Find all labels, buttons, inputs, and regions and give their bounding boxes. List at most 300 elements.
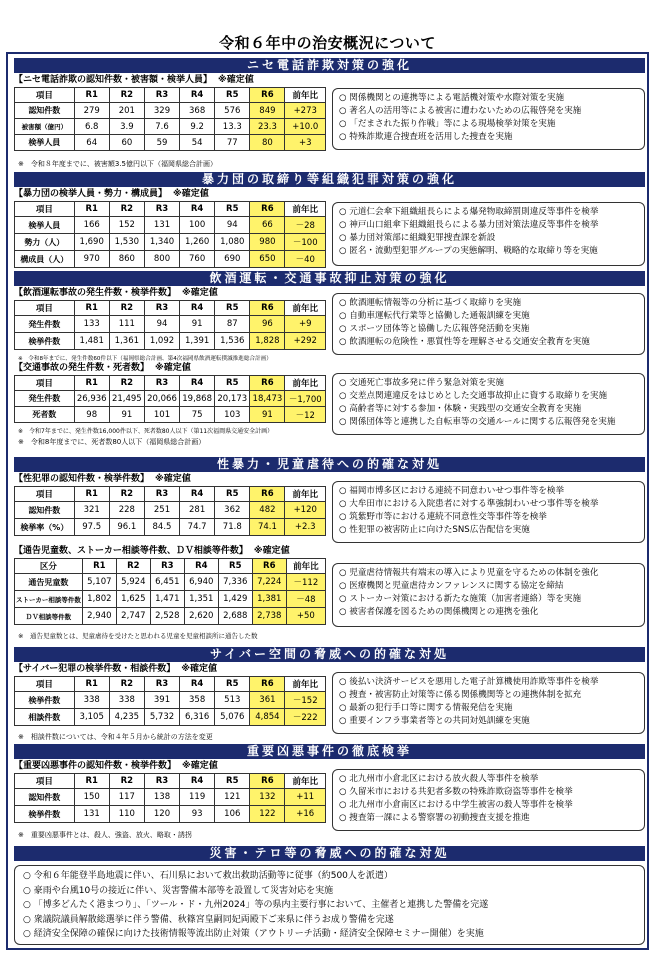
block-child-abuse	[14, 545, 645, 645]
table-cell: 251	[144, 502, 179, 519]
table-cell: 101	[144, 407, 179, 423]
column-header: 前年比	[285, 376, 326, 391]
table-header-row	[15, 202, 326, 217]
table-cell: 97.5	[74, 519, 109, 536]
action-item: ○ 関係団体等と連携した自転車等の交通ルールに関する広報啓発を実施	[339, 416, 638, 429]
section-heading-traffic: 飲酒運転・交通事故抑止対策の強化	[14, 271, 645, 286]
section-heading-serious-crime: 重要凶悪事件の徹底検挙	[14, 744, 645, 759]
table-cell: 121	[215, 789, 250, 806]
column-header: R5	[215, 677, 250, 692]
table-cell: 6,451	[150, 574, 184, 591]
page-title: 令和６年中の治安概況について	[219, 34, 436, 52]
action-item: ○ 捜査・被害防止対策等に係る関係機関等との連携体制を拡充	[339, 689, 638, 702]
table-cell: 66	[250, 217, 285, 234]
table-cell: +120	[285, 502, 326, 519]
table-cell: +2.3	[285, 519, 326, 536]
table-cell: 91	[180, 316, 215, 333]
action-item: ○ 後払い決済サービスを悪用した電子計算機使用詐欺等事件を検挙	[339, 676, 638, 689]
action-item: ○ 高齢者等に対する参加・体験・実践型の交通安全教育を実施	[339, 403, 638, 416]
table-cell: +50	[286, 608, 325, 625]
table-cell: －112	[286, 574, 325, 591]
action-list	[332, 88, 645, 150]
column-header: R4	[180, 774, 215, 789]
column-header: 項目	[15, 202, 75, 217]
stats-table	[14, 87, 326, 151]
table-cell: 54	[180, 135, 215, 151]
table-header-row	[15, 487, 326, 502]
column-header: R5	[215, 774, 250, 789]
table-cell: 391	[144, 692, 179, 709]
table-note: ※ 通告児童数とは、児童虐待を受けたと思われる児童を児童相談所に通告した数	[18, 632, 258, 640]
table-cell: 201	[109, 103, 144, 119]
table-cell: 281	[180, 502, 215, 519]
table-header-row	[15, 376, 326, 391]
table-cell: －12	[285, 407, 326, 423]
stats-table	[14, 773, 326, 823]
column-header: R4	[180, 202, 215, 217]
section-heading-disaster: 災害・テロ等の脅威への的確な対処	[14, 846, 645, 861]
table-cell: 2,688	[218, 608, 252, 625]
action-item: ○ 元道仁会傘下組織組長らによる爆発物取締罰則違反等事件を検挙	[339, 206, 638, 219]
stats-table	[14, 375, 326, 423]
column-header: R6	[252, 559, 286, 574]
table-cell: 64	[74, 135, 109, 151]
table-row	[15, 709, 326, 726]
table-subtitle: 【暴力団の検挙人員・勢力・構成員】 ※確定値	[14, 189, 209, 199]
column-header: R5	[215, 88, 250, 103]
table-cell: 860	[109, 251, 144, 268]
action-item: ○ 自動車運転代行業等と協働した通報訓練を実施	[339, 310, 638, 323]
table-subtitle: 【飲酒運転事故の発生件数・検挙件数】 ※確定値	[14, 288, 218, 298]
table-row	[15, 502, 326, 519]
action-item: ○ 筑紫野市等における連続不同意性交等事件等を検挙	[339, 511, 638, 524]
row-label: ストーカー相談等件数	[15, 591, 83, 608]
table-subtitle: 【通告児童数、ストーカー相談等件数、ＤＶ相談等件数】 ※確定値	[14, 546, 290, 556]
row-label: 通告児童数	[15, 574, 83, 591]
column-header: R3	[144, 376, 179, 391]
table-header-row	[15, 774, 326, 789]
column-header: 項目	[15, 774, 75, 789]
column-header: 前年比	[286, 559, 325, 574]
table-cell: 96.1	[109, 519, 144, 536]
action-item: ○ 北九州市小倉南区における中学生被害の殺人等事件を検挙	[339, 799, 638, 812]
column-header: 項目	[15, 301, 75, 316]
block-sex-crime	[14, 473, 645, 543]
table-cell: 3.9	[109, 119, 144, 135]
action-item: ○ 北九州市小倉北区における放火殺人等事件を検挙	[339, 773, 638, 786]
table-cell: 368	[180, 103, 215, 119]
table-cell: 358	[180, 692, 215, 709]
table-cell: 91	[109, 407, 144, 423]
action-item: ○ 児童虐待情報共有端末の導入により児童を守るための体制を強化	[339, 567, 638, 580]
table-cell: 94	[215, 217, 250, 234]
action-item: ○ 暴力団対策部に組織犯罪捜査課を新設	[339, 232, 638, 245]
column-header: R2	[109, 487, 144, 502]
table-note: ※ 令和8年度までに、死者数80人以下（福岡県総合計画）	[18, 438, 206, 446]
stats-table	[14, 201, 326, 268]
stats-table	[14, 558, 326, 625]
table-row	[15, 574, 326, 591]
table-cell: 980	[250, 234, 285, 251]
column-header: R3	[144, 487, 179, 502]
column-header: R2	[109, 774, 144, 789]
action-item: ○ 大牟田市における入院患者に対する準強制わいせつ事件等を検挙	[339, 498, 638, 511]
column-header: R4	[180, 301, 215, 316]
column-header: 項目	[15, 88, 75, 103]
table-cell: 21,495	[109, 391, 144, 407]
action-list	[332, 769, 645, 831]
table-cell: 1,828	[250, 333, 285, 350]
column-header: 前年比	[285, 487, 326, 502]
table-cell: 513	[215, 692, 250, 709]
action-item: ○ 令和６年能登半島地震に伴い、石川県において救出救助活動等に従事（約500人を派遣）	[23, 869, 636, 884]
column-header: R4	[180, 88, 215, 103]
table-cell: 1,536	[215, 333, 250, 350]
table-cell: 1,381	[252, 591, 286, 608]
table-cell: 338	[74, 692, 109, 709]
table-cell: 122	[250, 806, 285, 823]
table-cell: 150	[74, 789, 109, 806]
column-header: R1	[74, 677, 109, 692]
row-label: 検挙件数	[15, 692, 75, 709]
table-cell: －40	[285, 251, 326, 268]
column-header: R6	[250, 487, 285, 502]
table-cell: 20,066	[144, 391, 179, 407]
table-cell: 279	[74, 103, 109, 119]
table-cell: 87	[215, 316, 250, 333]
action-item: ○ 飲酒運転の危険性・悪質性等を理解させる交通安全教育を実施	[339, 336, 638, 349]
table-row	[15, 119, 326, 135]
table-subtitle: 【重要凶悪事件の認知件数・検挙件数】 ※確定値	[14, 761, 218, 771]
action-item: ○ スポーツ団体等と協働した広報啓発活動を実施	[339, 323, 638, 336]
table-cell: 482	[250, 502, 285, 519]
table-cell: 13.3	[215, 119, 250, 135]
column-header: R3	[144, 301, 179, 316]
column-header: R6	[250, 774, 285, 789]
column-header: 前年比	[285, 202, 326, 217]
table-cell: 120	[144, 806, 179, 823]
table-cell: －48	[286, 591, 325, 608]
table-cell: 338	[109, 692, 144, 709]
table-note: ※ 重要凶悪事件とは、殺人、強盗、放火、略取・誘拐	[18, 831, 192, 839]
action-item: ○ 久留米市における共犯者多数の特殊詐欺窃盗等事件を検挙	[339, 786, 638, 799]
table-cell: 106	[215, 806, 250, 823]
action-list	[332, 563, 645, 627]
row-label: 死者数	[15, 407, 75, 423]
table-cell: 2,528	[150, 608, 184, 625]
column-header: R2	[109, 202, 144, 217]
column-header: R5	[215, 301, 250, 316]
table-row	[15, 692, 326, 709]
table-cell: 1,530	[109, 234, 144, 251]
table-cell: 131	[74, 806, 109, 823]
table-cell: 166	[74, 217, 109, 234]
table-cell: 80	[250, 135, 285, 151]
table-subtitle: 【性犯罪の認知件数・検挙件数】 ※確定値	[14, 474, 191, 484]
table-cell: 6.8	[74, 119, 109, 135]
table-cell: 1,092	[144, 333, 179, 350]
table-row	[15, 251, 326, 268]
column-header: R2	[109, 376, 144, 391]
table-cell: 1,361	[109, 333, 144, 350]
table-cell: 131	[144, 217, 179, 234]
table-cell: 100	[180, 217, 215, 234]
table-cell: 138	[144, 789, 179, 806]
table-row	[15, 234, 326, 251]
table-cell: 7,224	[252, 574, 286, 591]
action-item: ○ 神戸山口組傘下組織組長らによる暴力団対策法違反等事件を検挙	[339, 219, 638, 232]
table-cell: 60	[109, 135, 144, 151]
table-row	[15, 519, 326, 536]
section-heading-sexual-violence: 性暴力・児童虐待への的確な対処	[14, 457, 645, 472]
table-cell: 59	[144, 135, 179, 151]
table-row	[15, 789, 326, 806]
section-heading-organized-crime: 暴力団の取締り等組織犯罪対策の強化	[14, 172, 645, 187]
table-cell: +9	[285, 316, 326, 333]
action-item: ○ 福岡市博多区における連続不同意わいせつ事件等を検挙	[339, 485, 638, 498]
action-item: ○ 交差点関連違反をはじめとした交通事故抑止に資する取締りを実施	[339, 390, 638, 403]
action-item: ○ 交通死亡事故多発に伴う緊急対策を実施	[339, 377, 638, 390]
column-header: R6	[250, 202, 285, 217]
table-cell: 96	[250, 316, 285, 333]
table-cell: 228	[109, 502, 144, 519]
table-row	[15, 217, 326, 234]
column-header: 前年比	[285, 677, 326, 692]
column-header: 前年比	[285, 88, 326, 103]
table-cell: 117	[109, 789, 144, 806]
table-cell: 19,868	[180, 391, 215, 407]
table-cell: 75	[180, 407, 215, 423]
table-cell: 5,924	[116, 574, 150, 591]
table-cell: 361	[250, 692, 285, 709]
table-cell: 119	[180, 789, 215, 806]
table-cell: +273	[285, 103, 326, 119]
column-header: R3	[144, 202, 179, 217]
action-item: ○ 匿名・流動型犯罪グループの実態解明、戦略的な取締り等を実施	[339, 245, 638, 258]
table-cell: 6,940	[184, 574, 218, 591]
table-note: ※ 令和8年までに、発生件数60件以下（福岡県総合計画、第4次福岡県飲酒運転撲滅推進総合計画）	[18, 356, 272, 362]
action-list	[332, 202, 645, 266]
table-cell: 20,173	[215, 391, 250, 407]
table-cell: +16	[285, 806, 326, 823]
table-cell: 93	[180, 806, 215, 823]
table-cell: 1,690	[74, 234, 109, 251]
table-cell: 1,471	[150, 591, 184, 608]
table-cell: 329	[144, 103, 179, 119]
action-item: ○ 被害者保護を図るための関係機関との連携を強化	[339, 606, 638, 619]
table-cell: 91	[250, 407, 285, 423]
table-note: ※ 令和８年度までに、被害額3.5億円以下（福岡県総合計画）	[18, 160, 217, 168]
column-header: R5	[218, 559, 252, 574]
table-cell: 110	[109, 806, 144, 823]
column-header: R1	[82, 559, 116, 574]
table-cell: －1,700	[285, 391, 326, 407]
table-cell: 2,940	[82, 608, 116, 625]
table-header-row	[15, 88, 326, 103]
table-cell: +292	[285, 333, 326, 350]
action-item: ○ 最新の犯行手口等に関する情報発信を実施	[339, 702, 638, 715]
table-cell: +11	[285, 789, 326, 806]
stats-table	[14, 486, 326, 536]
table-cell: 970	[74, 251, 109, 268]
action-item: ○ ストーカー対策における新たな施策（加害者連絡）等を実施	[339, 593, 638, 606]
table-row	[15, 103, 326, 119]
table-cell: 74.7	[180, 519, 215, 536]
row-label: 検挙件数	[15, 333, 75, 350]
column-header: R3	[144, 677, 179, 692]
table-cell: －152	[285, 692, 326, 709]
column-header: 前年比	[285, 774, 326, 789]
table-row	[15, 316, 326, 333]
row-label: 相談件数	[15, 709, 75, 726]
stats-table	[14, 676, 326, 726]
table-row	[15, 806, 326, 823]
action-item: ○ 「だまされた振り作戦」等による現場検挙対策を実施	[339, 118, 638, 131]
action-list	[332, 481, 645, 543]
column-header: R3	[144, 88, 179, 103]
block-cyber	[14, 663, 645, 743]
column-header: 項目	[15, 677, 75, 692]
column-header: R1	[74, 88, 109, 103]
row-label: 認知件数	[15, 789, 75, 806]
column-header: R4	[184, 559, 218, 574]
column-header: R6	[250, 677, 285, 692]
action-list	[332, 293, 645, 355]
table-cell: 1,340	[144, 234, 179, 251]
table-cell: 152	[109, 217, 144, 234]
row-label: 検挙人員	[15, 217, 75, 234]
table-cell: 849	[250, 103, 285, 119]
table-cell: 4,854	[250, 709, 285, 726]
table-cell: －100	[285, 234, 326, 251]
table-note: ※ 令和7年までに、発生件数16,000件以下、死者数80人以下（第11次福岡県交通安全計画）	[18, 428, 274, 435]
table-cell: 7,336	[218, 574, 252, 591]
row-label: 検挙件数	[15, 806, 75, 823]
column-header: R1	[74, 376, 109, 391]
row-label: 認知件数	[15, 103, 75, 119]
table-cell: 9.2	[180, 119, 215, 135]
column-header: 項目	[15, 376, 75, 391]
action-item: ○ 医療機関と児童虐待カンファレンスに関する協定を締結	[339, 580, 638, 593]
column-header: R4	[180, 677, 215, 692]
column-header: 項目	[15, 487, 75, 502]
column-header: R2	[116, 559, 150, 574]
table-cell: 18,473	[250, 391, 285, 407]
column-header: 区分	[15, 559, 83, 574]
table-cell: 650	[250, 251, 285, 268]
action-item: ○ 著名人の活用等による被害に遭わないための広報啓発を実施	[339, 105, 638, 118]
section-heading-fraud: ニセ電話詐欺対策の強化	[14, 58, 645, 73]
table-cell: +3	[285, 135, 326, 151]
table-cell: 1,625	[116, 591, 150, 608]
table-header-row	[15, 677, 326, 692]
table-cell: 2,620	[184, 608, 218, 625]
column-header: R1	[74, 487, 109, 502]
action-item: ○ 衆議院議員解散総選挙に伴う警備、秋篠宮皇嗣同妃両殿下ご来県に伴うお成り警備を完遂	[23, 913, 636, 928]
table-cell: 74.1	[250, 519, 285, 536]
report-frame	[6, 52, 649, 950]
column-header: R6	[250, 301, 285, 316]
column-header: R4	[180, 487, 215, 502]
column-header: R1	[74, 202, 109, 217]
table-cell: 1,080	[215, 234, 250, 251]
table-header-row	[15, 301, 326, 316]
table-row	[15, 391, 326, 407]
column-header: R6	[250, 376, 285, 391]
column-header: R3	[150, 559, 184, 574]
table-cell: 132	[250, 789, 285, 806]
column-header: R5	[215, 376, 250, 391]
table-cell: 3,105	[74, 709, 109, 726]
table-row	[15, 135, 326, 151]
column-header: R1	[74, 301, 109, 316]
table-note: ※ 相談件数については、令和４年５月から統計の方法を変更	[18, 733, 213, 741]
table-subtitle: 【サイバー犯罪の検挙件数・相談件数】 ※確定値	[14, 664, 217, 674]
column-header: R2	[109, 677, 144, 692]
block-drunk-driving	[14, 287, 645, 367]
table-cell: 94	[144, 316, 179, 333]
action-item: ○ 「博多どんたく港まつり」、「ツール・ド・九州2024」等の県内主要行事において、主催者と連携した警備を完遂	[23, 898, 636, 913]
table-cell: 4,235	[109, 709, 144, 726]
table-cell: 133	[74, 316, 109, 333]
row-label: ＤＶ相談等件数	[15, 608, 83, 625]
table-cell: 1,391	[180, 333, 215, 350]
table-cell: 111	[109, 316, 144, 333]
table-cell: 23.3	[250, 119, 285, 135]
table-subtitle: 【ニセ電話詐欺の認知件数・被害額・検挙人員】 ※確定値	[14, 75, 254, 85]
row-label: 勢力（人）	[15, 234, 75, 251]
table-cell: 321	[74, 502, 109, 519]
table-cell: 362	[215, 502, 250, 519]
disaster-action-list	[14, 865, 645, 945]
action-item: ○ 性犯罪の被害防止に向けたSNS広告配信を実施	[339, 524, 638, 537]
row-label: 認知件数	[15, 502, 75, 519]
row-label: 構成員（人）	[15, 251, 75, 268]
column-header: R1	[74, 774, 109, 789]
block-fraud	[14, 74, 645, 174]
table-cell: 2,738	[252, 608, 286, 625]
table-subtitle: 【交通事故の発生件数・死者数】 ※確定値	[14, 363, 191, 373]
section-heading-cyber: サイバー空間の脅威への的確な対処	[14, 647, 645, 662]
table-cell: －28	[285, 217, 326, 234]
action-list	[332, 672, 645, 734]
stats-table	[14, 300, 326, 350]
action-item: ○ 関係機関との連携等による電話機対策や水際対策を実施	[339, 92, 638, 105]
table-cell: +10.0	[285, 119, 326, 135]
table-cell: 77	[215, 135, 250, 151]
table-cell: 1,260	[180, 234, 215, 251]
row-label: 検挙人員	[15, 135, 75, 151]
row-label: 発生件数	[15, 391, 75, 407]
action-item: ○ 捜査第一課による警察署の初動捜査支援を推進	[339, 812, 638, 825]
block-organized-crime	[14, 188, 645, 268]
row-label: 被害額（億円）	[15, 119, 75, 135]
column-header: 前年比	[285, 301, 326, 316]
action-list	[332, 373, 645, 435]
column-header: R2	[109, 88, 144, 103]
table-cell: 26,936	[74, 391, 109, 407]
table-row	[15, 333, 326, 350]
table-cell: 1,351	[184, 591, 218, 608]
table-row	[15, 591, 326, 608]
row-label: 発生件数	[15, 316, 75, 333]
table-cell: 2,747	[116, 608, 150, 625]
column-header: R5	[215, 202, 250, 217]
table-cell: 1,481	[74, 333, 109, 350]
table-header-row	[15, 559, 326, 574]
action-item: ○ 特殊詐欺連合捜査班を活用した捜査を実施	[339, 131, 638, 144]
column-header: R5	[215, 487, 250, 502]
